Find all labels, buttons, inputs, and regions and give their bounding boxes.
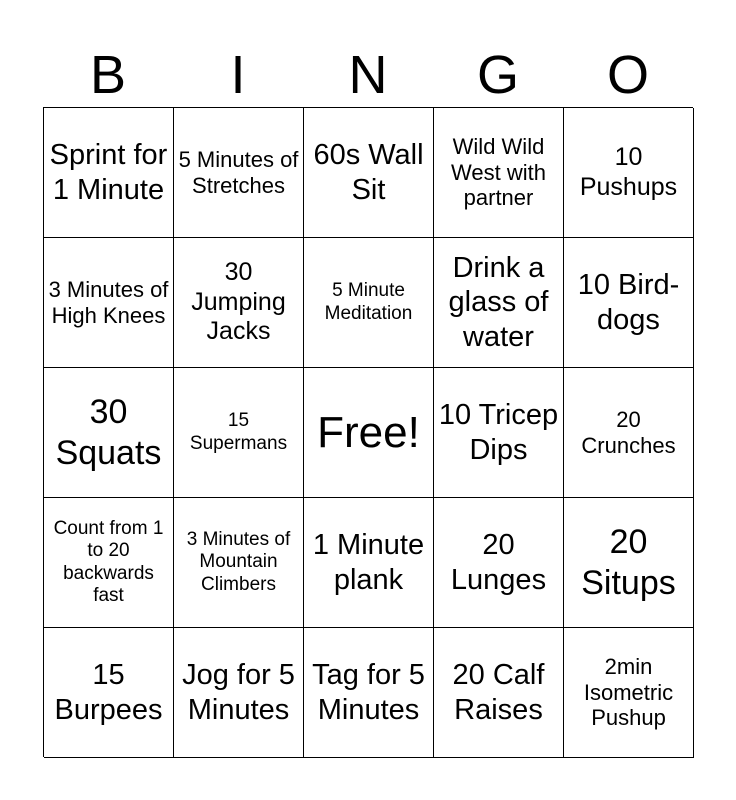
header-letter-n: N <box>348 45 388 105</box>
header-letter-b: B <box>89 45 127 105</box>
header-letter-g: G <box>476 45 519 105</box>
bingo-cell[interactable]: 15 Burpees <box>44 628 174 758</box>
bingo-cell[interactable]: 10 Tricep Dips <box>434 368 564 498</box>
bingo-cell[interactable]: 20 Lunges <box>434 498 564 628</box>
bingo-cell[interactable]: 30 Squats <box>44 368 174 498</box>
bingo-cell[interactable]: 5 Minute Meditation <box>304 238 434 368</box>
header-letter-i: I <box>230 45 246 105</box>
bingo-cell[interactable]: Sprint for 1 Minute <box>44 108 174 238</box>
bingo-cell[interactable]: 1 Minute plank <box>304 498 434 628</box>
bingo-cell[interactable]: 60s Wall Sit <box>304 108 434 238</box>
header-letter-o: O <box>606 45 649 105</box>
bingo-cell[interactable]: 30 Jumping Jacks <box>174 238 304 368</box>
bingo-cell[interactable]: Jog for 5 Minutes <box>174 628 304 758</box>
bingo-cell[interactable]: 3 Minutes of High Knees <box>44 238 174 368</box>
bingo-header <box>43 42 693 108</box>
bingo-cell[interactable]: 3 Minutes of Mountain Climbers <box>174 498 304 628</box>
bingo-cell[interactable]: 2min Isometric Pushup <box>564 628 694 758</box>
bingo-cell[interactable]: 5 Minutes of Stretches <box>174 108 304 238</box>
bingo-cell[interactable]: Wild Wild West with partner <box>434 108 564 238</box>
bingo-cell[interactable]: Tag for 5 Minutes <box>304 628 434 758</box>
free-space-cell[interactable]: Free! <box>304 368 434 498</box>
bingo-cell[interactable]: 10 Bird-dogs <box>564 238 694 368</box>
bingo-cell[interactable]: 20 Crunches <box>564 368 694 498</box>
bingo-cell[interactable]: Count from 1 to 20 backwards fast <box>44 498 174 628</box>
bingo-cell[interactable]: 20 Calf Raises <box>434 628 564 758</box>
bingo-cell[interactable]: Drink a glass of water <box>434 238 564 368</box>
bingo-cell[interactable]: 15 Supermans <box>174 368 304 498</box>
bingo-grid <box>43 107 693 757</box>
bingo-cell[interactable]: 20 Situps <box>564 498 694 628</box>
bingo-cell[interactable]: 10 Pushups <box>564 108 694 238</box>
